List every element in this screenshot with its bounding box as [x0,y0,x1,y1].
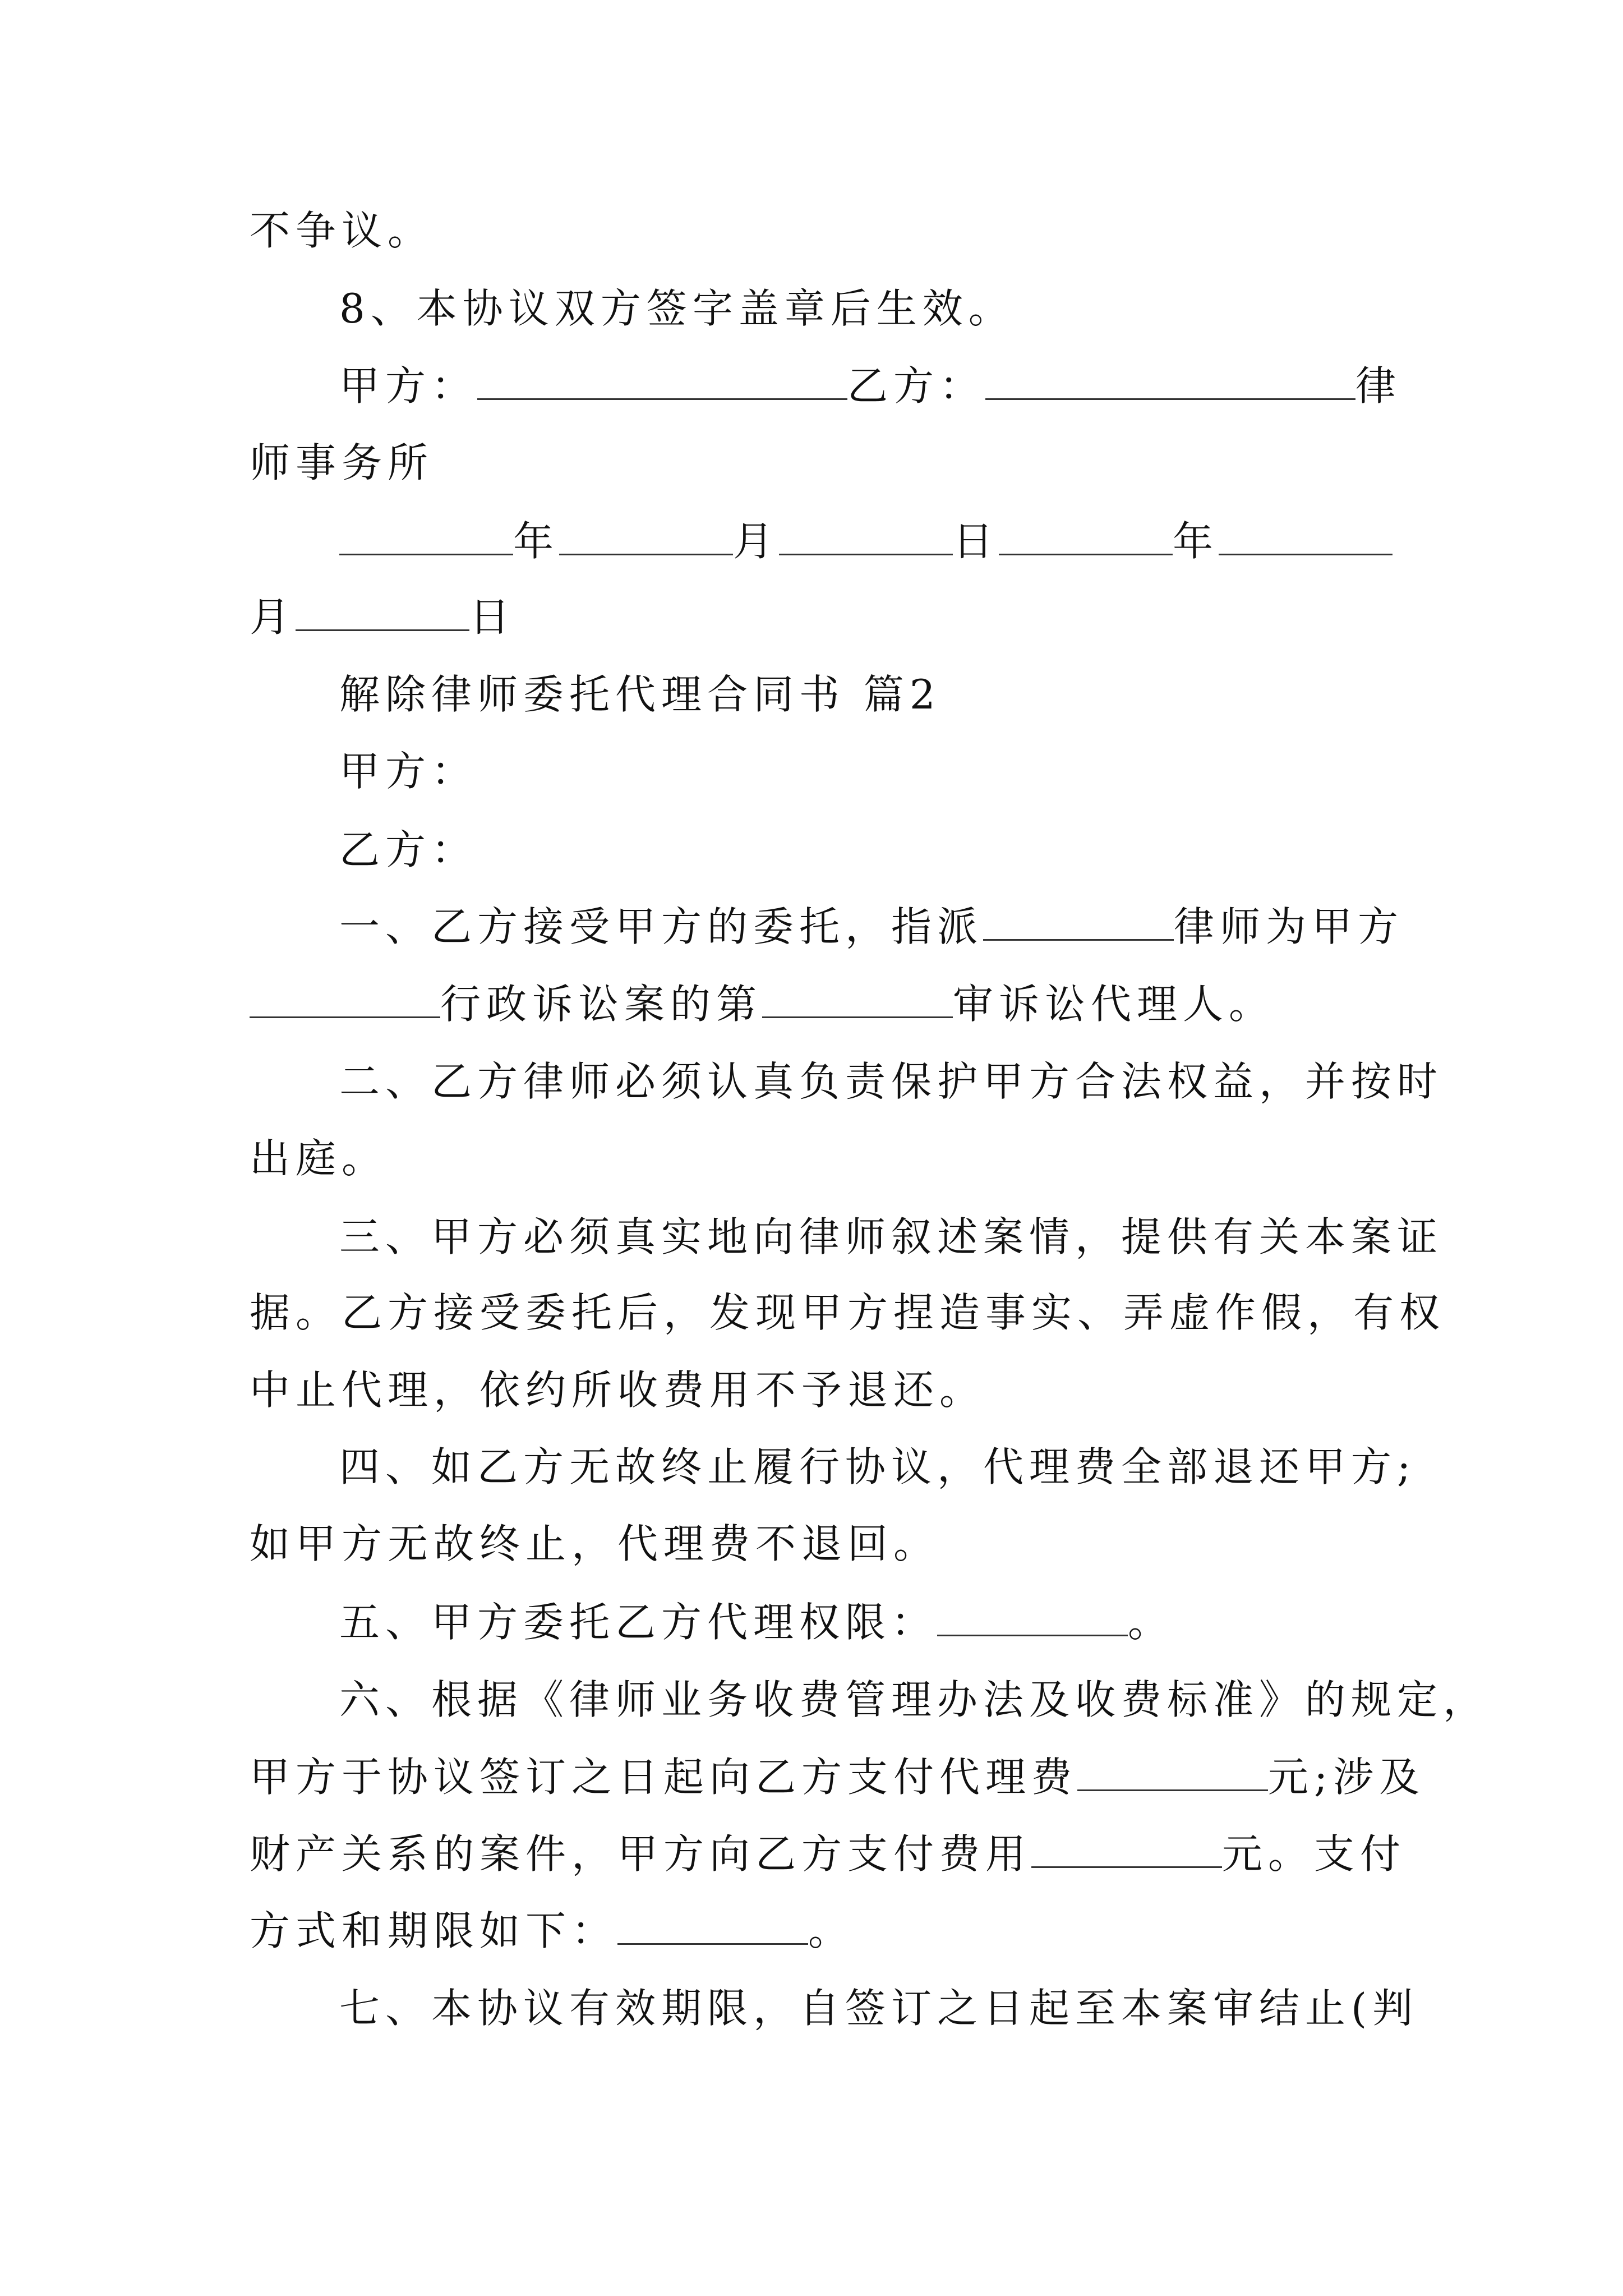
clause-4: 四、如乙方无故终止履行协议，代理费全部退还甲方; [339,1443,1417,1490]
day-blank [779,519,953,555]
year-blank [999,519,1173,555]
party-b-blank [985,364,1355,400]
clause-1-cont: 行政诉讼案的第 审诉讼代理人。 [250,976,1388,1032]
text-line: 不争议。 [250,207,434,254]
clause-6: 六、根据《律师业务收费管理办法及收费标准》的规定， [339,1676,1490,1723]
party-a-blank [477,364,847,400]
lawyer-name-blank [983,904,1174,941]
month-blank [1219,519,1393,555]
text-line: 师事务所 [250,439,434,486]
clause-3-cont: 据。乙方接受委托后，发现甲方捏造事实、弄虚作假，有权 [250,1289,1446,1336]
party-b-line: 乙方： [339,826,478,873]
clause-8: 8、本协议双方签字盖章后生效。 [339,285,1015,332]
clause-6-cont: 甲方于协议签订之日起向乙方支付代理费 元;涉及 [250,1754,1426,1801]
clause-2-cont: 出庭。 [250,1135,388,1182]
trial-level-blank [762,982,953,1018]
date-line: 月 日 [250,593,516,641]
clause-6-cont: 财产关系的案件，甲方向乙方支付费用 元。支付 [250,1830,1407,1878]
clause-4-cont: 如甲方无故终止，代理费不退回。 [250,1520,940,1567]
year-blank [339,519,513,555]
month-blank [559,519,733,555]
case-name-blank [250,982,440,1018]
party-a-line: 甲方： [339,748,478,795]
party-a-label: 甲方： [339,362,478,409]
signature-line: 甲方： 乙方： 律 [339,362,1402,409]
clause-1: 一、乙方接受甲方的委托，指派 律师为甲方 [339,903,1404,950]
clause-6-cont: 方式和期限如下： 。 [250,1907,855,1954]
fee-amount-blank [1077,1755,1268,1791]
authority-blank [937,1600,1128,1636]
payment-terms-blank [617,1908,808,1945]
clause-2: 二、乙方律师必须认真负责保护甲方合法权益，并按时 [339,1058,1444,1105]
clause-7: 七、本协议有效期限，自签订之日起至本案审结止(判 [339,1985,1419,2032]
property-fee-blank [1031,1832,1222,1868]
section-title: 解除律师委托代理合同书 篇2 [339,671,941,718]
clause-3: 三、甲方必须真实地向律师叙述案情，提供有关本案证 [339,1213,1444,1260]
party-b-label: 乙方： [847,362,986,409]
clause-5: 五、甲方委托乙方代理权限： 。 [339,1599,1174,1646]
clause-3-cont: 中止代理，依约所收费用不予退还。 [250,1366,986,1414]
date-line: 年 月 日 年 [339,513,1388,569]
day-blank [296,595,469,631]
